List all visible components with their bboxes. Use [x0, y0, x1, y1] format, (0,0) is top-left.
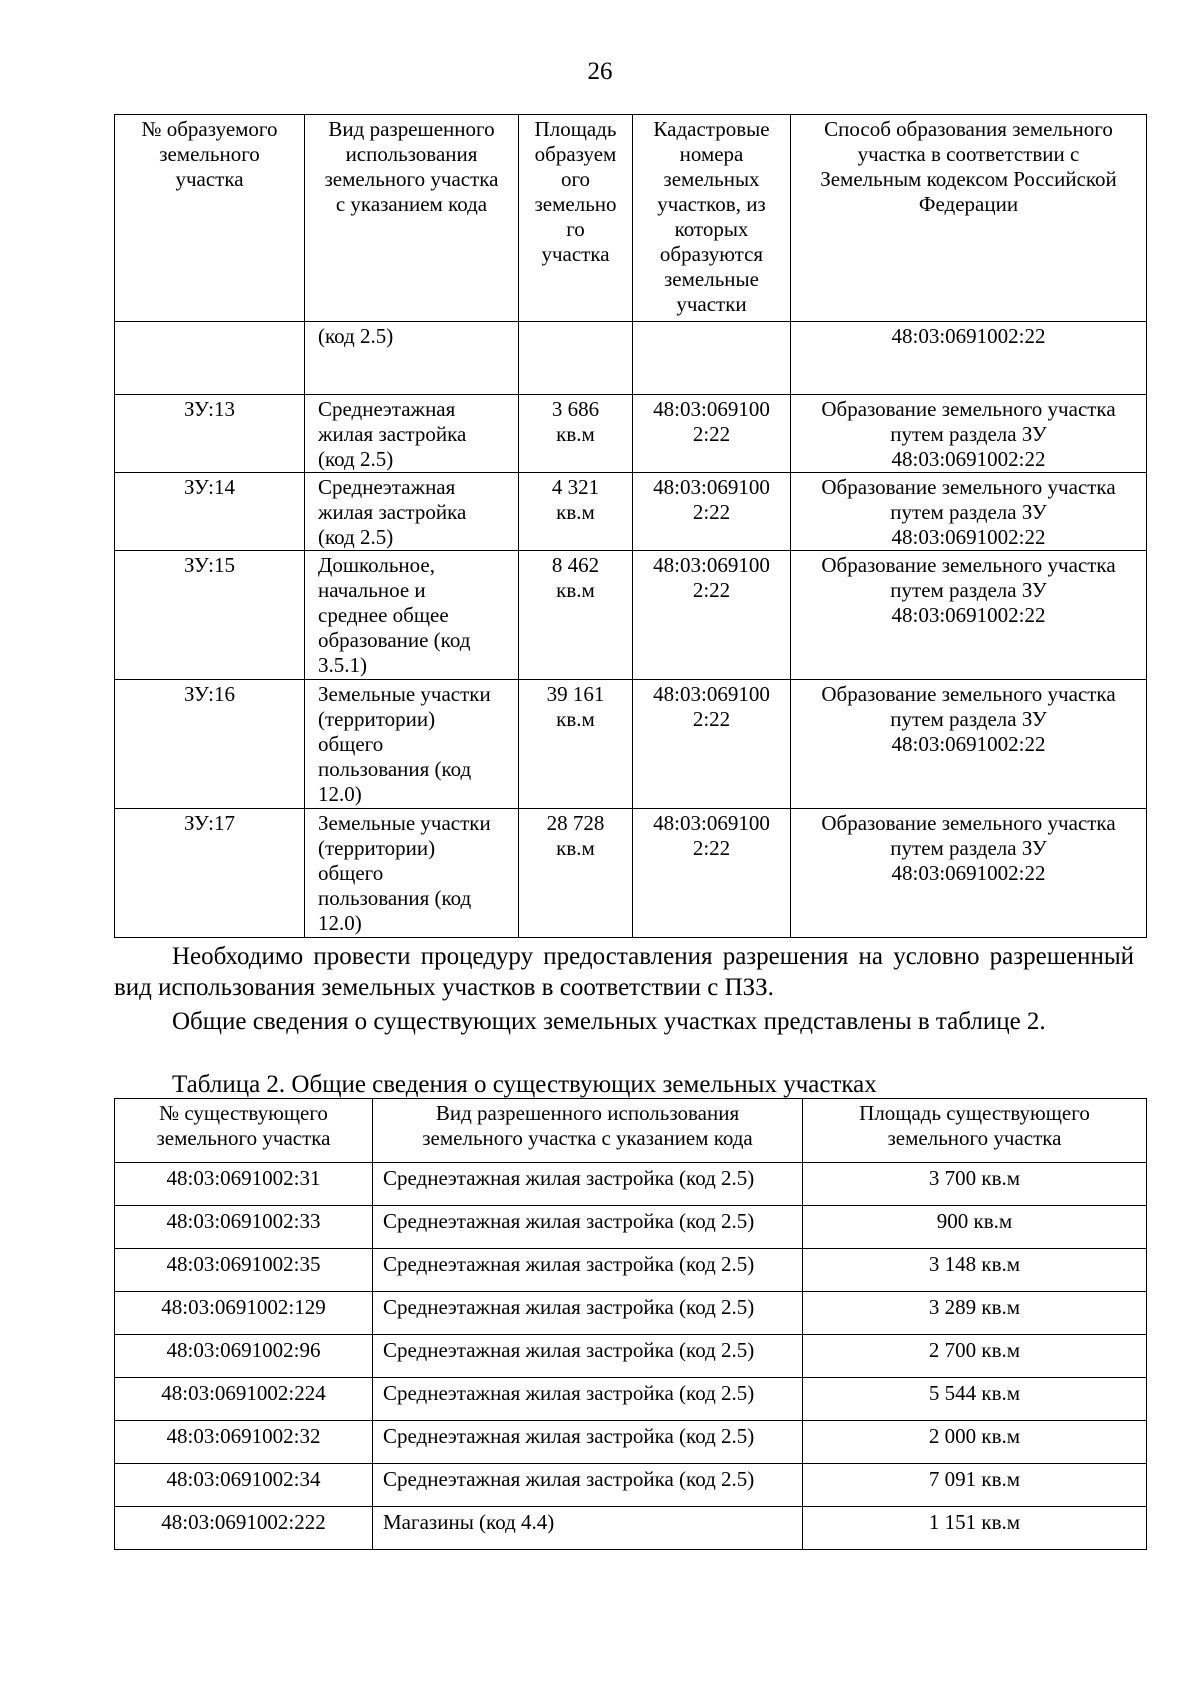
paragraph-table-reference: Общие сведения о существующих земельных участках представлены в таблице 2. [172, 1008, 1046, 1035]
cell-method: Образование земельного участка путем раздела ЗУ 48:03:0691002:22 [791, 395, 1147, 473]
cell-plot-number: 48:03:0691002:34 [115, 1464, 373, 1507]
cell-method: Образование земельного участка путем раздела ЗУ 48:03:0691002:22 [791, 551, 1147, 680]
cell-permitted-use: Среднеэтажная жилая застройка (код 2.5) [373, 1163, 803, 1206]
paragraph-permission-procedure: Необходимо провести процедуру предоставления разрешения на условно разрешенный вид использования земельных участков в соответствии с ПЗЗ. [114, 943, 1134, 1001]
table-row [115, 322, 1147, 395]
cell-method: Образование земельного участка путем раздела ЗУ 48:03:0691002:22 [791, 680, 1147, 809]
cell-method: Образование земельного участка путем раздела ЗУ 48:03:0691002:22 [791, 473, 1147, 551]
cell-plot-number: ЗУ:17 [115, 809, 305, 938]
table-row [115, 473, 1147, 551]
cell-permitted-use: Среднеэтажная жилая застройка (код 2.5) [373, 1206, 803, 1249]
cell-area: 8 462 кв.м [519, 551, 633, 680]
cell-permitted-use: Среднеэтажная жилая застройка (код 2.5) [373, 1292, 803, 1335]
cell-cadastral: 48:03:069100 2:22 [633, 395, 791, 473]
cell-permitted-use: Земельные участки (территории) общего пользования (код 12.0) [305, 680, 519, 809]
cell-plot-number: ЗУ:15 [115, 551, 305, 680]
table-row [115, 395, 1147, 473]
cell-plot-number: 48:03:0691002:33 [115, 1206, 373, 1249]
cell-permitted-use: Среднеэтажная жилая застройка (код 2.5) [305, 395, 519, 473]
table-row [115, 551, 1147, 680]
cell-plot-number: 48:03:0691002:31 [115, 1163, 373, 1206]
table-row [115, 1335, 1147, 1378]
cell-plot-number: ЗУ:14 [115, 473, 305, 551]
cell-permitted-use: Среднеэтажная жилая застройка (код 2.5) [373, 1464, 803, 1507]
cell-permitted-use: Земельные участки (территории) общего пользования (код 12.0) [305, 809, 519, 938]
table-row [115, 1507, 1147, 1550]
cell-plot-number: ЗУ:16 [115, 680, 305, 809]
table-row [115, 1249, 1147, 1292]
header-permitted-use: Вид разрешенного использования земельного участка с указанием кода [373, 1099, 803, 1163]
cell-area: 3 700 кв.м [803, 1163, 1147, 1206]
existing-plots-table [114, 1098, 1147, 1550]
cell-cadastral: 48:03:069100 2:22 [633, 473, 791, 551]
cell-cadastral: 48:03:069100 2:22 [633, 551, 791, 680]
cell-area: 5 544 кв.м [803, 1378, 1147, 1421]
cell-method: 48:03:0691002:22 [791, 322, 1147, 395]
cell-area: 3 289 кв.м [803, 1292, 1147, 1335]
cell-area: 3 148 кв.м [803, 1249, 1147, 1292]
cell-plot-number [115, 322, 305, 395]
table-row [115, 809, 1147, 938]
cell-plot-number: 48:03:0691002:35 [115, 1249, 373, 1292]
cell-permitted-use: Среднеэтажная жилая застройка (код 2.5) [305, 473, 519, 551]
table-row [115, 1464, 1147, 1507]
header-permitted-use: Вид разрешенного использования земельного участка с указанием кода [305, 115, 519, 322]
header-cadastral-numbers: Кадастровые номера земельных участков, из которых образуются земельные участки [633, 115, 791, 322]
table-row [115, 1378, 1147, 1421]
cell-plot-number: ЗУ:13 [115, 395, 305, 473]
cell-plot-number: 48:03:0691002:129 [115, 1292, 373, 1335]
cell-permitted-use: Среднеэтажная жилая застройка (код 2.5) [373, 1378, 803, 1421]
cell-area: 7 091 кв.м [803, 1464, 1147, 1507]
table-row [115, 1292, 1147, 1335]
header-existing-area: Площадь существующего земельного участка [803, 1099, 1147, 1163]
cell-plot-number: 48:03:0691002:222 [115, 1507, 373, 1550]
cell-plot-number: 48:03:0691002:96 [115, 1335, 373, 1378]
cell-permitted-use: (код 2.5) [305, 322, 519, 395]
cell-area [519, 322, 633, 395]
table-row [115, 1163, 1147, 1206]
table-row [115, 680, 1147, 809]
cell-permitted-use: Среднеэтажная жилая застройка (код 2.5) [373, 1335, 803, 1378]
cell-permitted-use: Среднеэтажная жилая застройка (код 2.5) [373, 1421, 803, 1464]
cell-permitted-use: Среднеэтажная жилая застройка (код 2.5) [373, 1249, 803, 1292]
page-number: 26 [587, 58, 613, 85]
cell-plot-number: 48:03:0691002:32 [115, 1421, 373, 1464]
formed-plots-table [114, 114, 1147, 938]
cell-cadastral [633, 322, 791, 395]
cell-area: 28 728 кв.м [519, 809, 633, 938]
cell-cadastral: 48:03:069100 2:22 [633, 809, 791, 938]
cell-permitted-use: Дошкольное, начальное и среднее общее образование (код 3.5.1) [305, 551, 519, 680]
table-row [115, 1206, 1147, 1249]
header-formation-method: Способ образования земельного участка в соответствии с Земельным кодексом Российской Федерации [791, 115, 1147, 322]
cell-plot-number: 48:03:0691002:224 [115, 1378, 373, 1421]
header-plot-number: № образуемого земельного участка [115, 115, 305, 322]
cell-area: 3 686 кв.м [519, 395, 633, 473]
cell-area: 1 151 кв.м [803, 1507, 1147, 1550]
cell-area: 39 161 кв.м [519, 680, 633, 809]
cell-cadastral: 48:03:069100 2:22 [633, 680, 791, 809]
cell-area: 900 кв.м [803, 1206, 1147, 1249]
header-area: Площадь образуем ого земельно го участка [519, 115, 633, 322]
cell-permitted-use: Магазины (код 4.4) [373, 1507, 803, 1550]
header-existing-plot-number: № существующего земельного участка [115, 1099, 373, 1163]
cell-area: 4 321 кв.м [519, 473, 633, 551]
table-row [115, 1421, 1147, 1464]
table-header-row [115, 1099, 1147, 1163]
cell-method: Образование земельного участка путем раздела ЗУ 48:03:0691002:22 [791, 809, 1147, 938]
table2-caption: Таблица 2. Общие сведения о существующих земельных участках [172, 1071, 877, 1098]
table-header-row [115, 115, 1147, 322]
cell-area: 2 000 кв.м [803, 1421, 1147, 1464]
cell-area: 2 700 кв.м [803, 1335, 1147, 1378]
